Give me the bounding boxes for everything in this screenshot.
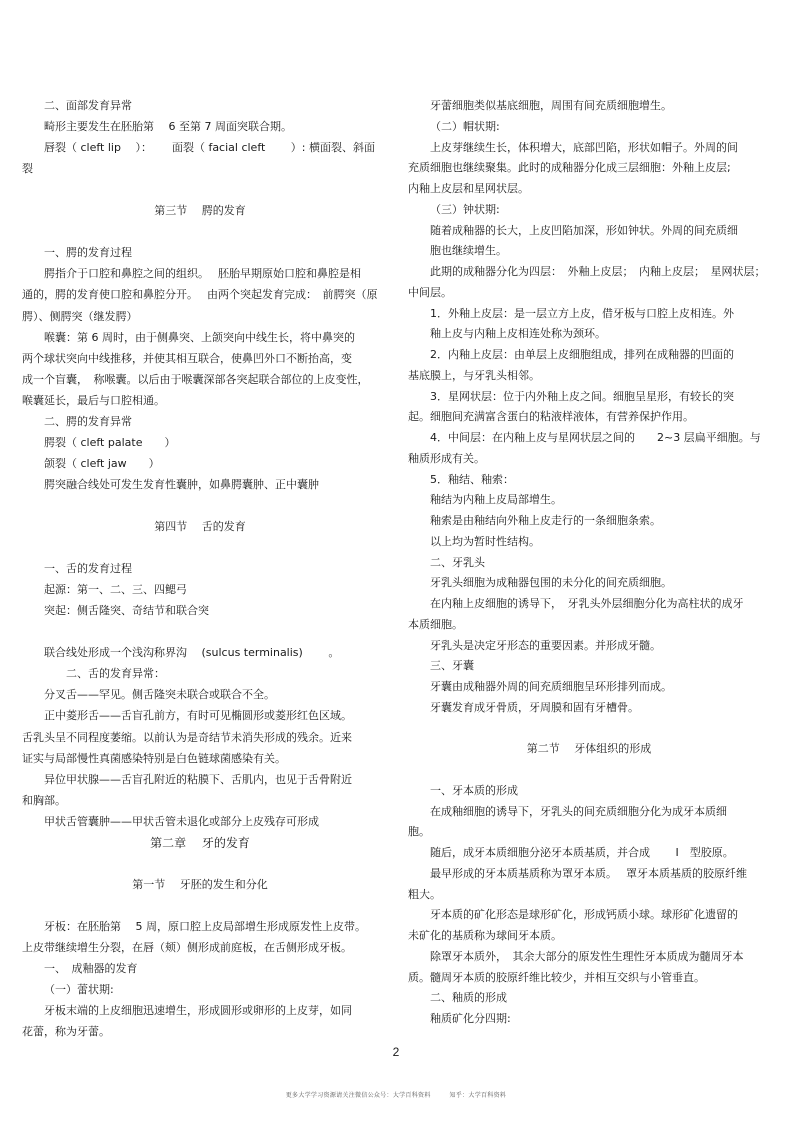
text-line: 两个球状突向中线推移，并使其相互联合，使鼻凹外口不断抬高，变: [22, 351, 352, 365]
text-line: 质。髓周牙本质的胶原纤维比较少，并相互交织与小管垂直。: [408, 970, 705, 984]
text-line: 喉囊延长，最后与口腔相通。: [22, 393, 165, 407]
text-line: （一）蕾状期:: [44, 983, 114, 997]
text-line: 一、 成釉器的发育: [44, 962, 138, 976]
text-line: 除罩牙本质外， 其余大部分的原发性生理性牙本质成为髓周牙本: [430, 949, 744, 963]
text-line: 畸形主要发生在胚胎第 6 至第 7 周面突联合期。: [44, 120, 292, 134]
section-heading: 第三节 腭的发育: [154, 204, 246, 218]
text-line: 舌乳头呈不同程度萎缩。以前认为是奇结节未消失形成的残余。近来: [22, 730, 352, 744]
page-number: 2: [392, 1045, 400, 1059]
text-line: 二、舌的发育异常：: [66, 667, 165, 681]
text-line: 花蕾，称为牙蕾。: [22, 1025, 110, 1039]
text-line: 联合线处形成一个浅沟称界沟 (sulcus terminalis) 。: [44, 646, 340, 660]
text-line: 胞。: [408, 825, 430, 839]
section-heading: 第二章 牙的发育: [150, 835, 250, 850]
text-line: 在内釉上皮细胞的诱导下， 牙乳头外层细胞分化为高柱状的成牙: [430, 597, 744, 610]
text-line: 突起：侧舌隆突、奇结节和联合突: [44, 604, 209, 618]
text-line: 最早形成的牙本质基质称为罩牙本质。 罩牙本质基质的胶原纤维: [430, 866, 747, 880]
text-line: 牙囊发育成牙骨质，牙周膜和固有牙槽骨。: [430, 700, 639, 714]
text-line: 牙乳头细胞为成釉器包围的未分化的间充质细胞。: [430, 576, 672, 590]
section-heading: 第四节 舌的发育: [154, 520, 246, 533]
text-line: 腭指介于口腔和鼻腔之间的组织。 胚胎早期原始口腔和鼻腔是相: [44, 267, 361, 281]
text-line: 二、釉质的形成: [430, 991, 507, 1005]
text-line: 2．内釉上皮层：由单层上皮细胞组成，排列在成釉器的凹面的: [430, 348, 734, 361]
text-line: 釉索是由釉结向外釉上皮走行的一条细胞条索。: [430, 514, 661, 527]
text-line: 腭）、侧腭突（继发腭）: [22, 309, 138, 323]
text-line: 起。细胞间充满富含蛋白的粘液样液体，有营养保护作用。: [408, 410, 694, 424]
text-line: 釉质矿化分四期:: [430, 1012, 511, 1025]
section-heading: 第一节 牙胚的发生和分化: [132, 877, 268, 891]
text-line: 二、面部发育异常: [44, 99, 132, 112]
text-line: 牙乳头是决定牙形态的重要因素。并形成牙髓。: [430, 638, 661, 652]
text-line: 二、腭的发育异常: [44, 414, 132, 428]
text-line: 5．釉结、釉索：: [430, 472, 514, 486]
text-line: 二、牙乳头: [430, 555, 485, 569]
text-line: 釉结为内釉上皮局部增生。: [430, 493, 562, 507]
text-line: 内釉上皮层和星网状层。: [408, 182, 529, 195]
text-line: 本质细胞。: [408, 617, 463, 631]
text-line: 随后，成牙本质细胞分泌牙本质基质，并合成 Ⅰ 型胶原。: [430, 846, 734, 859]
text-line: 上皮芽继续生长，体积增大，底部凹陷，形状如帽子。外周的间: [430, 140, 738, 154]
text-line: 基底膜上，与牙乳头相邻。: [408, 368, 540, 382]
text-line: 牙蕾细胞类似基底细胞，周围有间充质细胞增生。: [430, 99, 672, 112]
text-line: 一、腭的发育过程: [44, 246, 132, 260]
text-line: 在成釉细胞的诱导下，牙乳头的间充质细胞分化为成牙本质细: [430, 804, 727, 818]
text-line: 三、牙囊: [430, 659, 474, 673]
text-line: 唇裂（ cleft lip ）： 面裂（ facial cleft ）: 横面裂、斜面: [44, 141, 376, 155]
section-heading: 第二节 牙体组织的形成: [526, 742, 652, 756]
text-line: 中间层。: [408, 285, 452, 299]
text-line: 牙板：在胚胎第 5 周，原口腔上皮局部增生形成原发性上皮带。: [44, 919, 366, 933]
text-line: （三）钟状期:: [430, 202, 500, 216]
text-line: 牙板末端的上皮细胞迅速增生，形成圆形或卵形的上皮芽，如同: [44, 1004, 352, 1018]
text-line: 一、牙本质的形成: [430, 783, 518, 797]
text-line: 牙本质的矿化形态是球形矿化，形成钙质小球。球形矿化遗留的: [430, 908, 738, 922]
text-line: 甲状舌管囊肿——甲状舌管未退化或部分上皮残存可形成: [44, 814, 319, 828]
text-line: 腭裂（ cleft palate ）: [44, 435, 176, 449]
page-footer: 更多大学学习资源请关注微信公众号：大学百科资料 知乎：大学百科资料: [285, 1092, 507, 1099]
text-line: 一、舌的发育过程: [44, 562, 132, 576]
text-line: 此期的成釉器分化为四层： 外釉上皮层； 内釉上皮层； 星网状层；: [430, 265, 766, 278]
text-line: （二）帽状期:: [430, 119, 500, 133]
text-line: 证实与局部慢性真菌感染特别是白色链球菌感染有关。: [22, 751, 286, 765]
text-line: 裂: [22, 162, 33, 176]
text-line: 和胸部。: [22, 793, 66, 807]
text-line: 起源：第一、二、三、四鳃弓: [44, 583, 187, 597]
text-line: 充质细胞也继续聚集。此时的成釉器分化成三层细胞：外釉上皮层;: [408, 161, 731, 175]
text-line: 3．星网状层：位于内外釉上皮之间。细胞呈星形，有较长的突: [430, 389, 734, 403]
text-line: 上皮带继续增生分裂，在唇（颊）侧形成前庭板，在舌侧形成牙板。: [22, 941, 352, 954]
text-line: 随着成釉器的长大，上皮凹陷加深，形如钟状。外周的间充质细: [430, 223, 738, 237]
text-line: 以上均为暂时性结构。: [430, 534, 540, 548]
text-line: 1．外釉上皮层：是一层立方上皮，借牙板与口腔上皮相连。外: [430, 306, 734, 320]
text-line: 分叉舌——罕见。侧舌隆突未联合或联合不全。: [44, 688, 275, 702]
text-line: 成一个盲囊， 称喉囊。以后由于喉囊深部各突起联合部位的上皮变性，: [22, 372, 369, 386]
text-line: 异位甲状腺——舌盲孔附近的粘膜下、舌肌内，也见于舌骨附近: [44, 772, 352, 786]
text-line: 牙囊由成釉器外周的间充质细胞呈环形排列而成。: [430, 680, 672, 693]
text-line: 正中菱形舌——舌盲孔前方，有时可见椭圆形或菱形红色区域。: [44, 709, 352, 723]
text-line: 4．中间层：在内釉上皮与星网状层之间的 2~3 层扁平细胞。与: [430, 431, 761, 444]
text-line: 未矿化的基质称为球间牙本质。: [408, 929, 562, 942]
text-line: 通的，腭的发育使口腔和鼻腔分开。 由两个突起发育完成： 前腭突（原: [22, 288, 378, 302]
text-line: 胞也继续增生。: [430, 244, 507, 258]
text-line: 釉上皮与内釉上皮相连处称为颈环。: [430, 327, 606, 341]
text-line: 颌裂（ cleft jaw ）: [44, 456, 160, 470]
text-line: 粗大。: [408, 887, 441, 901]
text-line: 腭突融合线处可发生发育性囊肿，如鼻腭囊肿、正中囊肿: [44, 477, 319, 491]
text-line: 喉囊：第 6 周时，由于侧鼻突、上颌突向中线生长，将中鼻突的: [44, 330, 355, 344]
text-line: 釉质形成有关。: [408, 451, 485, 465]
